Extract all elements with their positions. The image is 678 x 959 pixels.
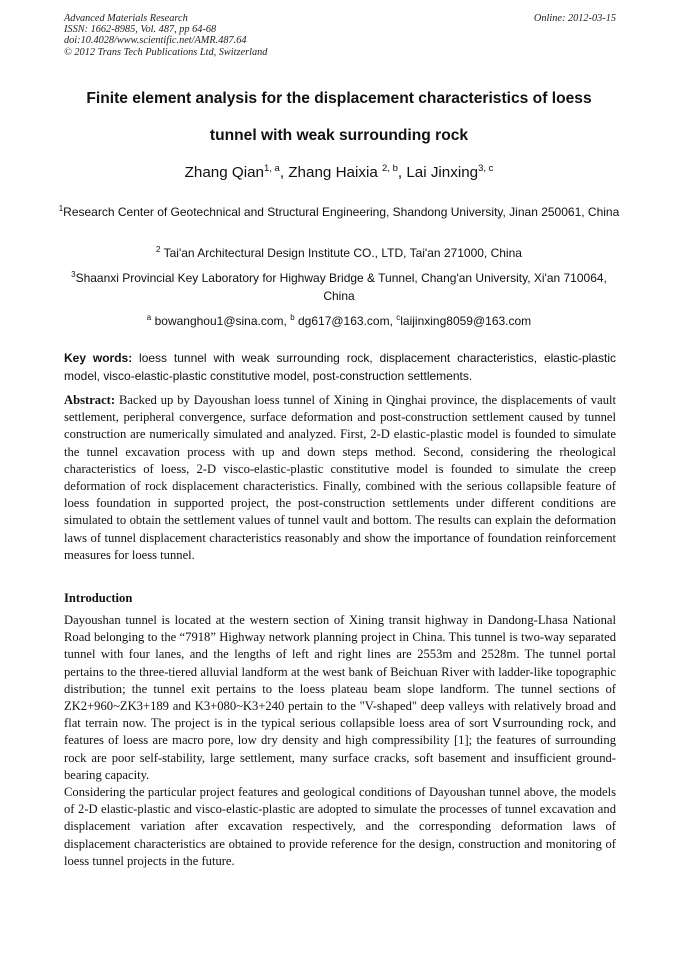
author-list: Zhang Qian$^{1, a}$, Zhang Haixia $^{2, b}$, Lai Jinxing$^{3, c}$: [184, 163, 494, 181]
affiliation-marker: 2: [156, 245, 161, 254]
copyright-line: © 2012 Trans Tech Publications Ltd, Switzerland: [64, 46, 268, 58]
author-marker: 1, a: [263, 163, 280, 174]
online-date: Online: 2012-03-15: [533, 13, 616, 24]
introduction-paragraph-1: Dayoushan tunnel is located at the western section of Xining transit highway in Dandong-Lhasa National Road belonging to the “7918” Highway network planning project in China. This tunnel is two-way separated tunnel with four lanes, and the lengths of left and right lines are 2553m and 2528m. The tunnel portal pertains to the three-tiered alluvial landform at the west bank of Beichuan River with ladder-like topographic distribution; the tunnel exit pertains to the loess plateau beam slope landform. The tunnel sections of ZK2+960~ZK3+189 and K3+080~K3+240 pertain to the "V-shaped" deep valleys with relatively broad and flat terrain now. The project is in the typical serious collapsible loess area of sort Ⅴsurrounding rock, and features of loess are macro pore, low dry density and high compressibility [1]; the features of surrounding rock are poor self-stability, large settlement, many surface cracks, soft basement and insufficient ground-bearing capacity.: [64, 613, 616, 782]
paper-title-line-1: Finite element analysis for the displacement characteristics of loess: [86, 90, 592, 107]
author-name: Lai Jinxing: [406, 164, 479, 181]
affiliation-marker: 3: [71, 270, 76, 279]
abstract-text: Backed up by Dayoushan loess tunnel of Xining in Qinghai province, the displacements of vault settlement, peripheral convergence, surface deformation and post-construction settlement caused by tunnel construction are numerically simulated and analyzed. First, 2-D elastic-plastic model is founded to simulate the tunnel excavation process with up and down steps method. Second, considering the rheological characteristics of loess, 2-D visco-elastic-plastic constitutive model is founded to simulate the creep deformation of rock displacement characteristics. Finally, combined with the serious collapsible feature of loess foundation in supported project, the post-construction settlements under different conditions are simulated to obtain the settlement values of tunnel vault and bottom. The results can explain the deformation laws of tunnel displacement characteristics reasonably and show the importance of foundation reinforcement measures for loess tunnel.: [64, 393, 616, 562]
affiliation-3: [58, 269, 620, 305]
affiliation-text: Research Center of Geotechnical and Structural Engineering, Shandong University, Jinan 250061, China: [63, 205, 620, 219]
paper-title-line-2: tunnel with weak surrounding rock: [209, 127, 469, 144]
email-link[interactable]: laijinxing8059@163.com: [400, 314, 532, 328]
keywords-block: [64, 350, 616, 385]
introduction-body: [64, 612, 616, 870]
abstract-block: [64, 392, 616, 564]
author-marker: 3, c: [478, 163, 494, 174]
affiliation-marker: 1: [58, 204, 64, 213]
affiliation-text: Shaanxi Provincial Key Laboratory for Highway Bridge & Tunnel, Chang'an University, Xi'an 710064, China: [75, 271, 607, 303]
journal-name: Advanced Materials Research: [64, 13, 188, 24]
keywords-text: loess tunnel with weak surrounding rock, displacement characteristics, elastic-plastic model, visco-elastic-plastic constitutive model, post-construction settlements.: [64, 351, 616, 383]
email-marker: a: [146, 313, 152, 322]
introduction-paragraph-2: Considering the particular project features and geological conditions of Dayoushan tunnel above, the models of 2-D elastic-plastic and visco-elastic-plastic are adopted to simulate the processes of tunnel excavation and displacement variation after excavation respectively, and the corresponding deformation laws of displacement characteristics are obtained to provide reference for the design, construction and monitoring of loess tunnel projects in the future.: [64, 785, 616, 868]
affiliation-1: [58, 203, 620, 221]
email-link[interactable]: dg617@163.com: [298, 314, 390, 328]
doi-line: doi:10.4028/www.scientific.net/AMR.487.64: [64, 35, 247, 47]
email-marker: c: [396, 313, 401, 322]
email-link[interactable]: bowanghou1@sina.com: [154, 314, 284, 328]
affiliation-text: Tai'an Architectural Design Institute CO., LTD, Tai'an 271000, China: [163, 246, 522, 260]
issn-line: ISSN: 1662-8985, Vol. 487, pp 64-68: [64, 24, 217, 36]
author-marker: 2, b: [382, 163, 398, 174]
author-name: Zhang Haixia: [288, 164, 378, 181]
journal-header: [64, 13, 616, 58]
keywords-label: Key words:: [64, 351, 133, 365]
affiliation-2: [58, 244, 620, 262]
email-list: $^a$ bowanghou1@sina.com, $^b$ dg617@163.com, $^c$laijinxing8059@163.com: [146, 313, 532, 328]
author-name: Zhang Qian: [184, 164, 264, 181]
section-heading-introduction: Introduction: [64, 591, 133, 605]
abstract-label: Abstract:: [64, 393, 116, 407]
email-marker: b: [290, 313, 295, 322]
